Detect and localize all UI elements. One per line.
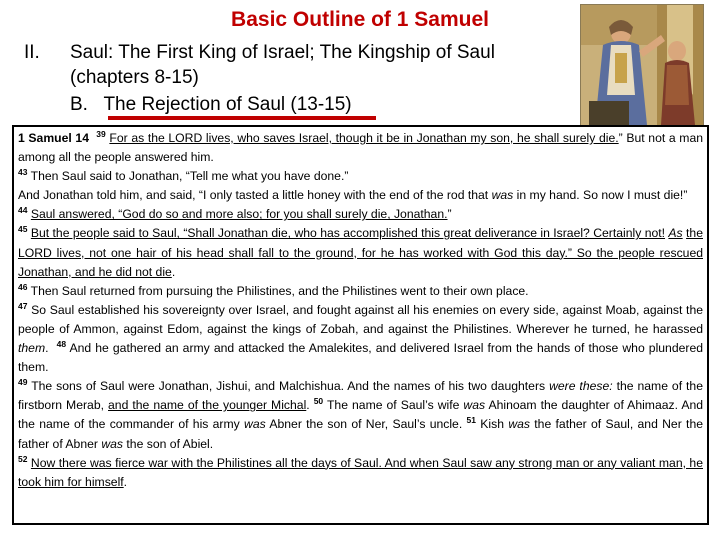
- page-title: Basic Outline of 1 Samuel: [231, 8, 489, 31]
- verse-text: .: [123, 474, 128, 489]
- subpoint-underline: [108, 116, 376, 120]
- verse-text: Kish: [480, 417, 505, 432]
- verse-text: .: [45, 341, 49, 356]
- verse-text: were these:: [549, 379, 613, 394]
- verse-text: Ahinoam the daughter of Ahimaaz. And the name of the commander of his army: [18, 398, 704, 432]
- verse-text: Abner the son of Ner, Saul’s uncle.: [269, 417, 463, 432]
- passage-reference: 1 Samuel 14: [18, 131, 89, 145]
- verse-text: The sons of Saul were Jonathan, Jishui, and Malchishua. And the names of his two daughters: [31, 379, 546, 394]
- verse-text: Now there was fierce war with the Philistines all the days of Saul. And when Saul saw any strong man or any valiant man, he took him for himself: [18, 455, 703, 489]
- verse-number: 50: [313, 396, 324, 407]
- verse-text: was: [244, 417, 266, 432]
- verse-text: was: [463, 398, 486, 413]
- verse-text: As: [668, 226, 683, 241]
- verse-text: was: [508, 417, 530, 432]
- verse-text: ” But not a man among all the people answered him.: [18, 131, 703, 165]
- verse-text: .: [171, 264, 176, 279]
- verse-text: For as the LORD lives, who saves Israel, though it be in Jonathan my son, he shall surely die.: [109, 131, 619, 145]
- verse-number: 45: [18, 224, 28, 235]
- verse-text: the son of Abiel.: [126, 436, 214, 451]
- verse-text: But the people said to Saul, “Shall Jonathan die, who has accomplished this great deliverance in Israel? Certainly not!: [30, 226, 666, 241]
- verse-text: was: [491, 188, 514, 203]
- verse-text: in my hand. So now I must die!”: [516, 188, 688, 203]
- verse-number: 46: [18, 281, 28, 292]
- verse-text: Then Saul returned from pursuing the Philistines, and the Philistines went to their own place.: [30, 283, 529, 298]
- verse-text: Saul answered, “God do so and more also; for you shall surely die, Jonathan.: [30, 207, 448, 222]
- verse-text: the LORD lives, not one hair of his head shall fall to the ground, for he has worked with God this day.” So the people rescued Jonathan, and he did not die: [18, 226, 703, 279]
- verse-text: the father of Saul, and Ner the father of Abner: [18, 417, 704, 451]
- verse-number: 49: [18, 377, 28, 388]
- verse-text: And he gathered an army and attacked the Amalekites, and delivered Israel from the hands of those who plundered them.: [18, 341, 704, 375]
- verse-text: .: [306, 398, 310, 413]
- verse-number: 48: [56, 339, 67, 350]
- verse-number: 44: [18, 205, 28, 216]
- verse-text: Then Saul said to Jonathan, “Tell me what you have done.”: [30, 169, 349, 184]
- verse-text: the name of the firstborn Merab,: [18, 379, 703, 413]
- verse-number: 51: [466, 415, 476, 426]
- biblical-figures-painting-icon: [580, 4, 704, 126]
- passage-paragraph: [18, 129, 703, 492]
- verse-text: The name of Saul’s wife: [326, 398, 460, 413]
- verse-number: 39: [96, 129, 106, 139]
- outline-heading-line1: Saul: The First King of Israel; The Kingship of Saul: [70, 42, 495, 63]
- verse-text: and the name of the younger Michal: [108, 398, 307, 413]
- verse-number: 43: [18, 167, 28, 178]
- verse-number: 52: [18, 453, 28, 464]
- verse-text: was: [101, 436, 124, 451]
- verse-text: them: [18, 341, 46, 356]
- outline-heading-line2: (chapters 8-15): [70, 67, 199, 88]
- outline-number: II.: [24, 42, 40, 63]
- outline-subpoint: B. The Rejection of Saul (13-15): [70, 94, 352, 115]
- verse-number: 47: [18, 300, 28, 311]
- scripture-passage: [12, 125, 709, 525]
- verse-text: ”: [447, 207, 452, 222]
- outline-heading: [70, 40, 590, 90]
- verse-text: So Saul established his sovereignty over Israel, and fought against all his enemies on every side, against Moab, against the people of Ammon, against Edom, against the kings of Zobah, and against the Philistines. Wherever he turned, he harassed: [18, 302, 704, 336]
- verse-text: And Jonathan told him, and said, “I only tasted a little honey with the end of the rod that: [18, 188, 489, 203]
